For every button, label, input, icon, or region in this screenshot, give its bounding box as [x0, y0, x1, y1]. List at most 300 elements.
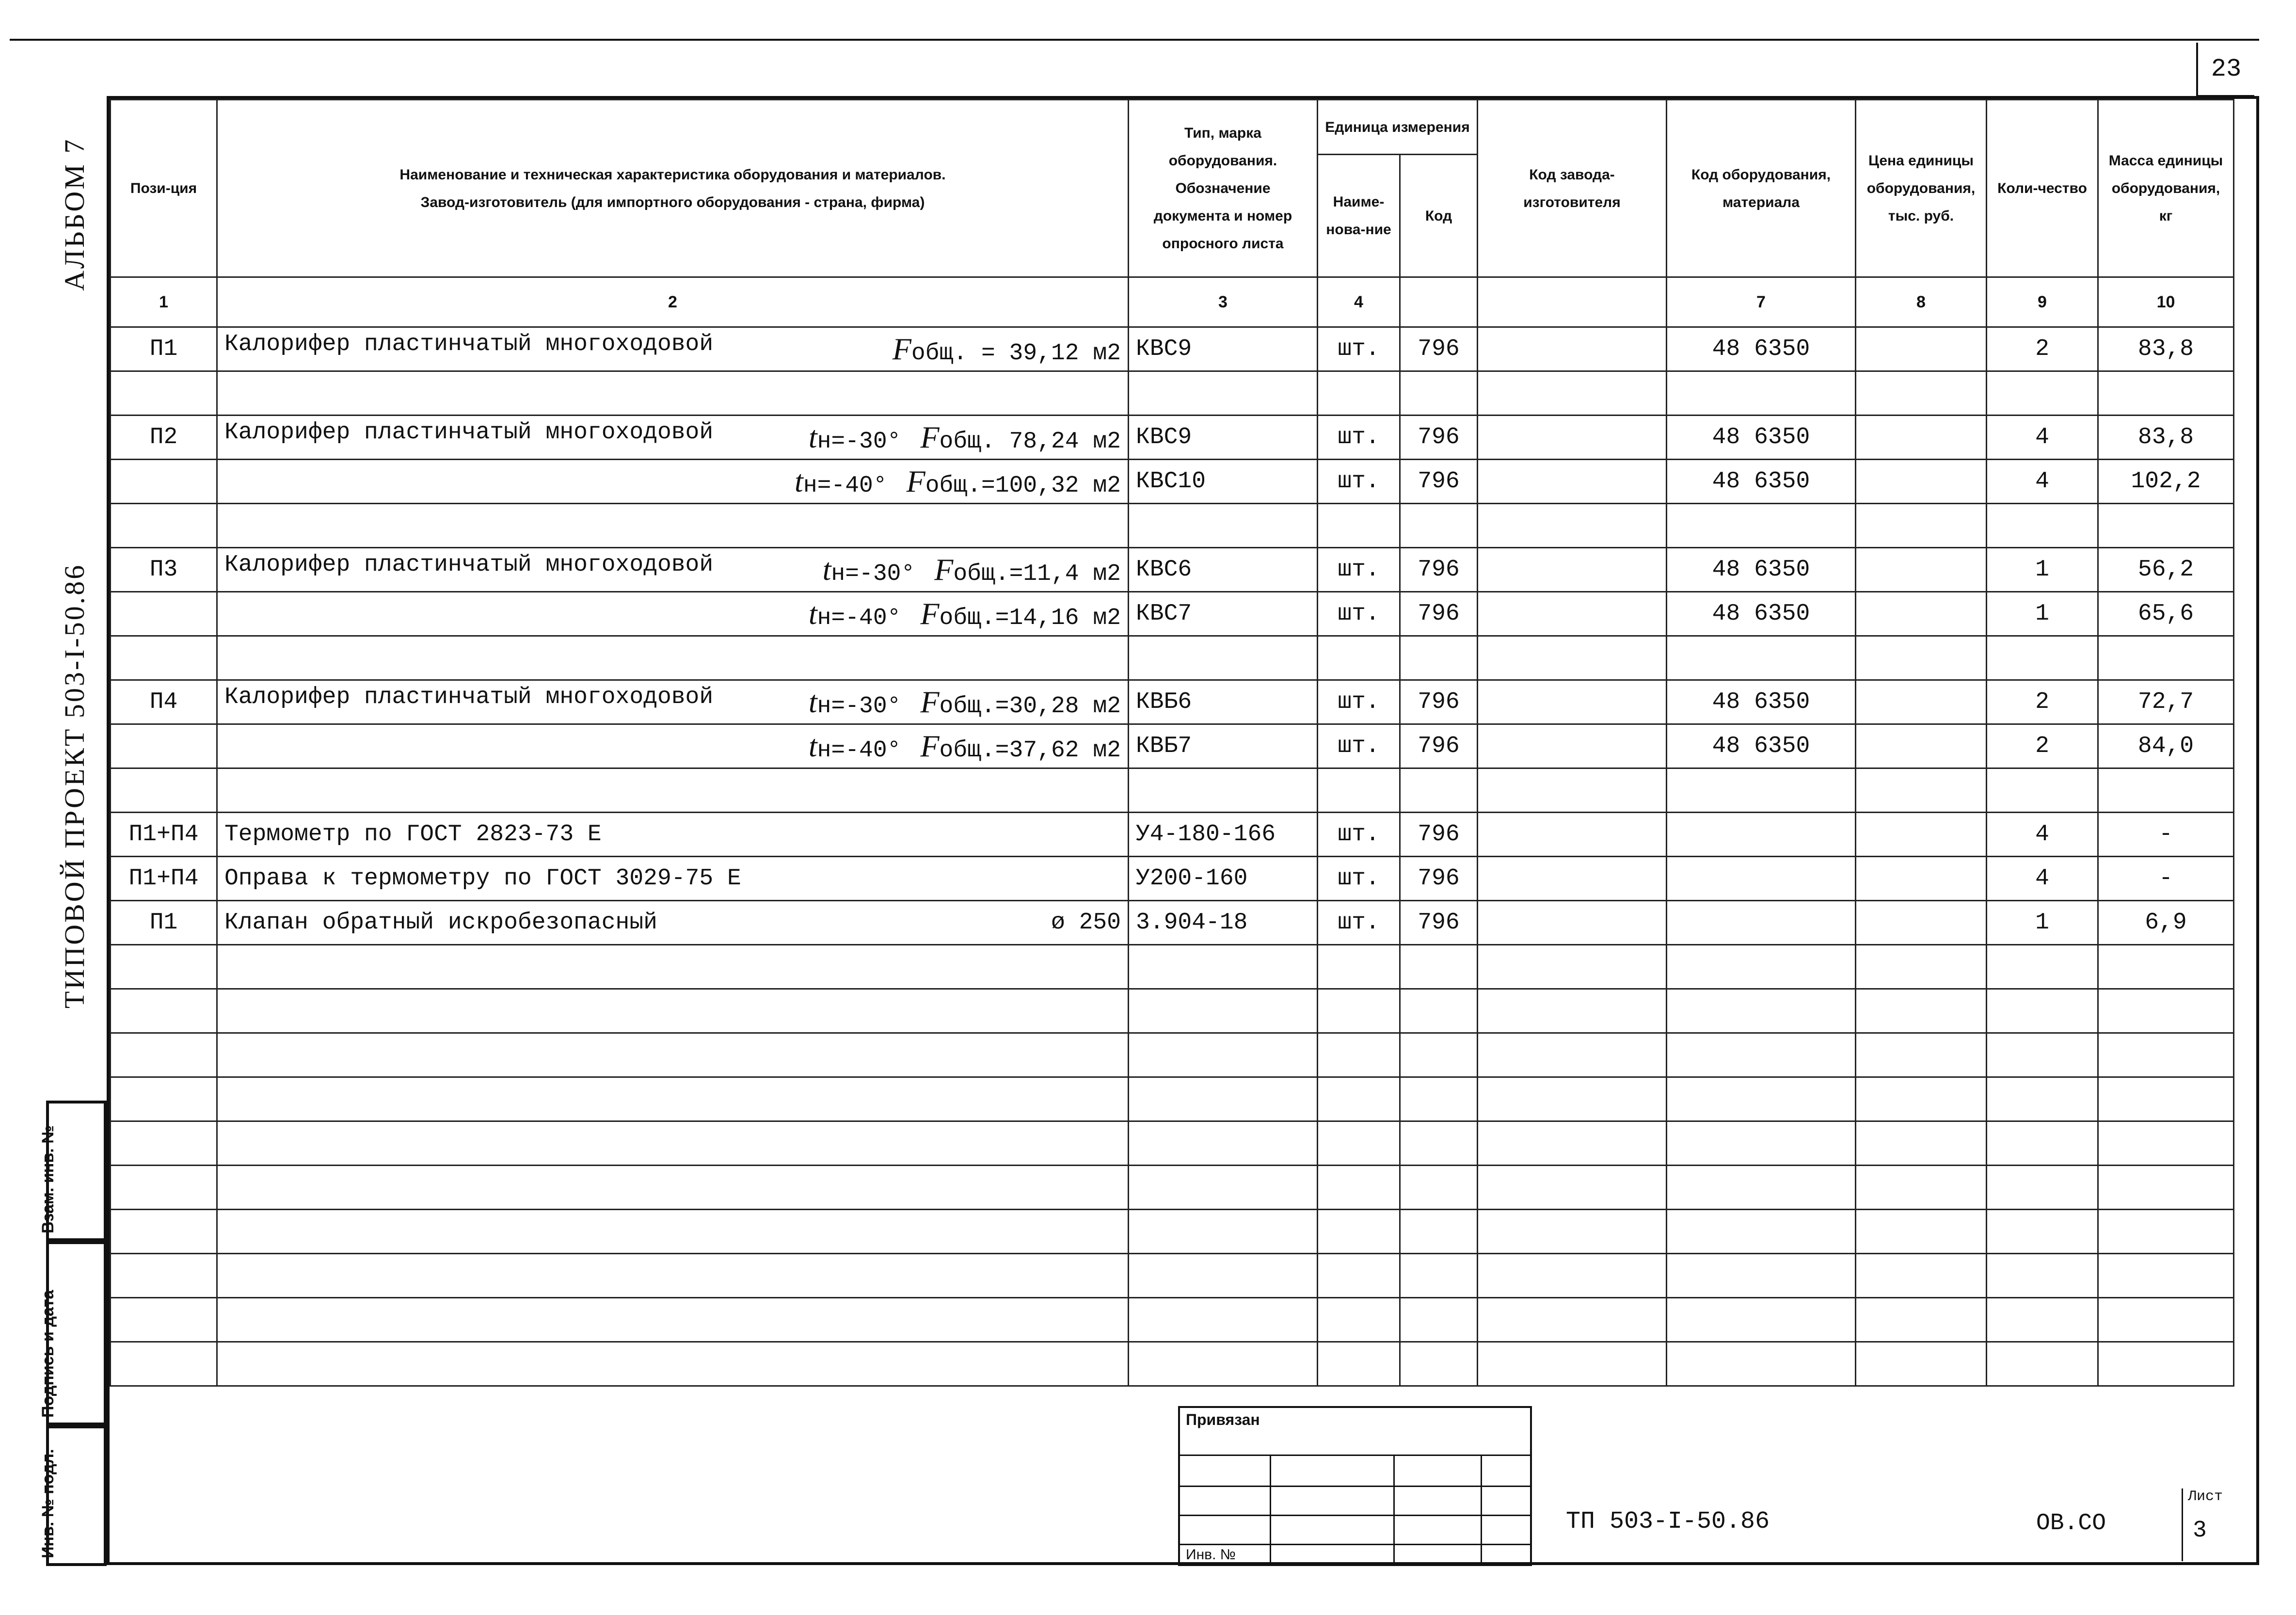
name-cell [217, 548, 1129, 592]
quantity-cell [1987, 504, 2098, 548]
item-parameters [1051, 910, 1121, 936]
empty-cell [1856, 1121, 1987, 1166]
mass-cell [2098, 371, 2234, 416]
empty-cell [1987, 1254, 2098, 1298]
outdoor-temperature: н=-40° [817, 737, 901, 764]
specification-table [110, 99, 2234, 1387]
table-row [111, 636, 2234, 680]
position-cell: П4 [111, 680, 217, 724]
empty-cell [1478, 1077, 1667, 1121]
price-cell [1856, 680, 1987, 724]
unit-name-cell: шт. [1318, 416, 1400, 460]
type-cell [1129, 504, 1318, 548]
inventory-label: Инв. № [1186, 1547, 1236, 1563]
plant-code-cell [1478, 548, 1667, 592]
empty-cell [217, 1254, 1129, 1298]
item-name: Клапан обратный искробезопасный [224, 910, 657, 936]
empty-cell [1400, 1254, 1478, 1298]
empty-cell [1667, 1033, 1856, 1077]
empty-cell [1129, 945, 1318, 989]
empty-cell [2098, 1033, 2234, 1077]
heating-area: ø 250 [1051, 910, 1121, 936]
name-cell [217, 857, 1129, 901]
temperature-symbol: t [795, 464, 803, 498]
quantity-cell: 1 [1987, 592, 2098, 636]
col-header-plant-code: Код завода-изготовителя [1478, 100, 1667, 277]
quantity-cell: 2 [1987, 680, 2098, 724]
empty-cell [1987, 1166, 2098, 1210]
mass-cell: - [2098, 813, 2234, 857]
empty-cell [1987, 1033, 2098, 1077]
plant-code-cell [1478, 768, 1667, 813]
equipment-code-cell [1667, 813, 1856, 857]
empty-cell [1987, 1077, 2098, 1121]
temperature-symbol: t [822, 552, 831, 587]
item-parameters [809, 728, 1121, 764]
table-row [111, 901, 2234, 945]
page-number: 23 [2196, 43, 2254, 97]
col-header-unit-code: Код [1400, 155, 1478, 277]
empty-cell [1667, 989, 1856, 1033]
empty-cell [1318, 945, 1400, 989]
empty-cell [217, 1121, 1129, 1166]
unit-name-cell: шт. [1318, 901, 1400, 945]
empty-cell [2098, 1298, 2234, 1342]
empty-cell [1667, 1121, 1856, 1166]
empty-cell [1478, 1210, 1667, 1254]
table-row [111, 680, 2234, 724]
empty-cell [111, 1298, 217, 1342]
empty-cell [1129, 1298, 1318, 1342]
unit-name-cell: шт. [1318, 724, 1400, 768]
plant-code-cell [1478, 504, 1667, 548]
empty-cell [1478, 989, 1667, 1033]
empty-cell [1400, 1033, 1478, 1077]
price-cell [1856, 371, 1987, 416]
type-cell: У4-180-166 [1129, 813, 1318, 857]
empty-cell [217, 1166, 1129, 1210]
outdoor-temperature: н=-30° [817, 693, 901, 720]
mass-cell: 102,2 [2098, 460, 2234, 504]
item-name: Оправа к термометру по ГОСТ 3029-75 Е [224, 865, 741, 892]
unit-code-cell: 796 [1400, 416, 1478, 460]
area-symbol: F [920, 729, 940, 763]
type-cell: КВС6 [1129, 548, 1318, 592]
equipment-code-cell: 48 6350 [1667, 680, 1856, 724]
position-cell [111, 504, 217, 548]
unit-code-cell [1400, 636, 1478, 680]
empty-cell [111, 1342, 217, 1386]
empty-cell [111, 989, 217, 1033]
unit-name-cell [1318, 371, 1400, 416]
empty-row [111, 989, 2234, 1033]
unit-name-cell: шт. [1318, 460, 1400, 504]
empty-cell [2098, 945, 2234, 989]
empty-cell [111, 1121, 217, 1166]
type-cell [1129, 636, 1318, 680]
unit-code-cell [1400, 504, 1478, 548]
plant-code-cell [1478, 592, 1667, 636]
empty-cell [1856, 1342, 1987, 1386]
empty-cell [217, 1342, 1129, 1386]
unit-name-cell: шт. [1318, 857, 1400, 901]
quantity-cell: 4 [1987, 813, 2098, 857]
empty-row [111, 1166, 2234, 1210]
unit-name-cell [1318, 768, 1400, 813]
empty-cell [217, 1077, 1129, 1121]
empty-cell [1318, 1342, 1400, 1386]
document-code: ТП 503-I-50.86 [1566, 1508, 1770, 1535]
empty-cell [217, 989, 1129, 1033]
sheet-number: 3 [2193, 1518, 2207, 1544]
position-cell: П3 [111, 548, 217, 592]
empty-cell [1987, 989, 2098, 1033]
empty-row [111, 1077, 2234, 1121]
unit-code-cell: 796 [1400, 460, 1478, 504]
empty-cell [1400, 1210, 1478, 1254]
stamp-label: Подпись и дата [39, 1290, 57, 1418]
col-header-price: Цена единицы оборудования, тыс. руб. [1856, 100, 1987, 277]
empty-row [111, 1210, 2234, 1254]
plant-code-cell [1478, 680, 1667, 724]
area-symbol: F [892, 332, 911, 366]
album-label: АЛЬБОМ 7 [59, 137, 90, 291]
empty-cell [1400, 1166, 1478, 1210]
empty-cell [111, 945, 217, 989]
empty-cell [1129, 1077, 1318, 1121]
empty-row [111, 1298, 2234, 1342]
bound-label: Привязан [1186, 1411, 1260, 1428]
table-row [111, 548, 2234, 592]
column-number-row [111, 277, 2234, 327]
name-cell [217, 636, 1129, 680]
position-cell: П1+П4 [111, 857, 217, 901]
quantity-cell: 1 [1987, 901, 2098, 945]
empty-cell [1129, 1210, 1318, 1254]
empty-cell [1856, 945, 1987, 989]
document-type: ОВ.СО [2036, 1510, 2106, 1536]
header-row [111, 100, 2234, 155]
empty-cell [1478, 1033, 1667, 1077]
table-row [111, 768, 2234, 813]
stamp-original-inv [39, 1425, 107, 1566]
item-name: Калорифер пластинчатый многоходовой [224, 684, 714, 710]
name-cell [217, 327, 1129, 371]
heating-area: общ. = 39,12 м2 [911, 340, 1121, 367]
empty-cell [217, 945, 1129, 989]
plant-code-cell [1478, 901, 1667, 945]
col-header-name [217, 100, 1129, 277]
empty-cell [1129, 1254, 1318, 1298]
empty-cell [1856, 1077, 1987, 1121]
name-cell [217, 460, 1129, 504]
item-parameters [809, 419, 1121, 455]
area-symbol: F [920, 596, 940, 631]
table-row [111, 857, 2234, 901]
empty-cell [1667, 1077, 1856, 1121]
area-symbol: F [920, 420, 940, 454]
name-cell [217, 504, 1129, 548]
empty-cell [1400, 1121, 1478, 1166]
empty-cell [1856, 989, 1987, 1033]
name-cell [217, 813, 1129, 857]
empty-cell [1400, 1342, 1478, 1386]
empty-cell [1478, 1254, 1667, 1298]
project-label: ТИПОВОЙ ПРОЕКТ 503-I-50.86 [59, 563, 90, 1008]
name-cell [217, 416, 1129, 460]
name-cell [217, 768, 1129, 813]
heating-area: общ.=37,62 м2 [939, 737, 1121, 764]
empty-cell [1856, 1166, 1987, 1210]
equipment-code-cell: 48 6350 [1667, 327, 1856, 371]
empty-cell [2098, 989, 2234, 1033]
empty-cell [1318, 1254, 1400, 1298]
unit-code-cell: 796 [1400, 327, 1478, 371]
stamp-label: Взам. инв. № [39, 1125, 57, 1233]
type-cell [1129, 768, 1318, 813]
mass-cell [2098, 636, 2234, 680]
empty-cell [1318, 989, 1400, 1033]
empty-cell [111, 1166, 217, 1210]
table-row [111, 504, 2234, 548]
name-cell [217, 371, 1129, 416]
empty-cell [1129, 1166, 1318, 1210]
table-row [111, 416, 2234, 460]
heating-area: общ.=11,4 м2 [953, 561, 1121, 587]
mass-cell [2098, 504, 2234, 548]
temperature-symbol: t [808, 596, 817, 631]
quantity-cell: 4 [1987, 416, 2098, 460]
empty-cell [1318, 1033, 1400, 1077]
empty-cell [217, 1033, 1129, 1077]
table-row [111, 371, 2234, 416]
plant-code-cell [1478, 371, 1667, 416]
empty-cell [1478, 1342, 1667, 1386]
col-header-quantity: Коли-чество [1987, 100, 2098, 277]
col-header-mass: Масса единицы оборудования, кг [2098, 100, 2234, 277]
empty-cell [1400, 989, 1478, 1033]
outdoor-temperature: н=-40° [817, 605, 901, 631]
unit-code-cell: 796 [1400, 901, 1478, 945]
table-row [111, 813, 2234, 857]
empty-cell [1318, 1121, 1400, 1166]
empty-cell [2098, 1254, 2234, 1298]
mass-cell: 6,9 [2098, 901, 2234, 945]
price-cell [1856, 592, 1987, 636]
unit-name-cell: шт. [1318, 813, 1400, 857]
empty-cell [111, 1033, 217, 1077]
unit-code-cell: 796 [1400, 724, 1478, 768]
sheet-label: Лист [2188, 1488, 2223, 1505]
empty-cell [1856, 1298, 1987, 1342]
empty-cell [2098, 1210, 2234, 1254]
plant-code-cell [1478, 416, 1667, 460]
unit-name-cell [1318, 636, 1400, 680]
mass-cell: 56,2 [2098, 548, 2234, 592]
heating-area: общ.=14,16 м2 [939, 605, 1121, 631]
equipment-code-cell: 48 6350 [1667, 548, 1856, 592]
table-row [111, 327, 2234, 371]
quantity-cell: 2 [1987, 327, 2098, 371]
col-number: 7 [1667, 277, 1856, 327]
plant-code-cell [1478, 636, 1667, 680]
unit-code-cell [1400, 371, 1478, 416]
empty-cell [1667, 1298, 1856, 1342]
quantity-cell [1987, 768, 2098, 813]
item-name: Термометр по ГОСТ 2823-73 Е [224, 821, 602, 847]
col-header-type: Тип, марка оборудования. Обозначение документа и номер опросного листа [1129, 100, 1318, 277]
empty-cell [1478, 945, 1667, 989]
empty-cell [1318, 1298, 1400, 1342]
empty-cell [1318, 1077, 1400, 1121]
empty-cell [1667, 1254, 1856, 1298]
heating-area: общ. 78,24 м2 [939, 429, 1121, 455]
empty-cell [1478, 1298, 1667, 1342]
mass-cell: - [2098, 857, 2234, 901]
plant-code-cell [1478, 813, 1667, 857]
table-row [111, 592, 2234, 636]
item-parameters [795, 464, 1121, 499]
empty-cell [2098, 1166, 2234, 1210]
price-cell [1856, 548, 1987, 592]
position-cell [111, 371, 217, 416]
unit-name-cell [1318, 504, 1400, 548]
quantity-cell: 1 [1987, 548, 2098, 592]
position-cell [111, 724, 217, 768]
empty-cell [1856, 1033, 1987, 1077]
col-number: 4 [1318, 277, 1400, 327]
top-border-line [10, 39, 2259, 41]
type-cell: КВС9 [1129, 327, 1318, 371]
empty-cell [1318, 1210, 1400, 1254]
stamp-replacement-inv [39, 1101, 107, 1241]
price-cell [1856, 857, 1987, 901]
item-name: Калорифер пластинчатый многоходовой [224, 552, 714, 578]
empty-cell [111, 1210, 217, 1254]
heating-area: общ.=30,28 м2 [939, 693, 1121, 720]
plant-code-cell [1478, 327, 1667, 371]
empty-cell [1987, 1210, 2098, 1254]
heating-area: общ.=100,32 м2 [925, 473, 1121, 499]
outdoor-temperature: н=-40° [803, 473, 887, 499]
empty-cell [111, 1254, 217, 1298]
col-header-unit-name: Наиме-нова-ние [1318, 155, 1400, 277]
empty-cell [1856, 1210, 1987, 1254]
area-symbol: F [906, 464, 925, 498]
col-header-equipment-code: Код оборудования, материала [1667, 100, 1856, 277]
sheet-box [2182, 1488, 2240, 1561]
price-cell [1856, 460, 1987, 504]
name-cell [217, 680, 1129, 724]
quantity-cell [1987, 636, 2098, 680]
item-parameters [823, 552, 1121, 588]
quantity-cell: 2 [1987, 724, 2098, 768]
position-cell: П1 [111, 327, 217, 371]
name-cell [217, 901, 1129, 945]
binding-stamp [1178, 1406, 1532, 1566]
quantity-cell: 4 [1987, 857, 2098, 901]
plant-code-cell [1478, 724, 1667, 768]
empty-cell [1129, 1033, 1318, 1077]
item-name: Калорифер пластинчатый многоходовой [224, 331, 714, 357]
col-number [1400, 277, 1478, 327]
table-row [111, 724, 2234, 768]
name-header-line2: Завод-изготовитель (для импортного оборудования - страна, фирма) [420, 194, 925, 210]
mass-cell: 83,8 [2098, 416, 2234, 460]
empty-cell [1667, 1210, 1856, 1254]
col-number [1478, 277, 1667, 327]
unit-name-cell: шт. [1318, 548, 1400, 592]
empty-row [111, 945, 2234, 989]
unit-name-cell: шт. [1318, 592, 1400, 636]
quantity-cell: 4 [1987, 460, 2098, 504]
position-cell: П1+П4 [111, 813, 217, 857]
mass-cell: 72,7 [2098, 680, 2234, 724]
unit-code-cell [1400, 768, 1478, 813]
price-cell [1856, 416, 1987, 460]
col-number: 3 [1129, 277, 1318, 327]
type-cell: КВС10 [1129, 460, 1318, 504]
name-header-line1: Наименование и техническая характеристика оборудования и материалов. [399, 166, 946, 183]
outdoor-temperature: н=-30° [831, 561, 915, 587]
empty-cell [1400, 945, 1478, 989]
mass-cell: 83,8 [2098, 327, 2234, 371]
empty-cell [1856, 1254, 1987, 1298]
type-cell: КВБ6 [1129, 680, 1318, 724]
type-cell: 3.904-18 [1129, 901, 1318, 945]
equipment-code-cell [1667, 504, 1856, 548]
equipment-code-cell: 48 6350 [1667, 592, 1856, 636]
empty-cell [1987, 945, 2098, 989]
equipment-code-cell [1667, 371, 1856, 416]
col-number: 2 [217, 277, 1129, 327]
mass-cell: 65,6 [2098, 592, 2234, 636]
price-cell [1856, 724, 1987, 768]
type-cell: КВС7 [1129, 592, 1318, 636]
equipment-code-cell: 48 6350 [1667, 460, 1856, 504]
equipment-code-cell [1667, 857, 1856, 901]
empty-cell [1667, 945, 1856, 989]
unit-code-cell: 796 [1400, 813, 1478, 857]
price-cell [1856, 327, 1987, 371]
position-cell: П2 [111, 416, 217, 460]
type-cell: У200-160 [1129, 857, 1318, 901]
empty-cell [1400, 1077, 1478, 1121]
unit-name-cell: шт. [1318, 327, 1400, 371]
empty-cell [1987, 1342, 2098, 1386]
price-cell [1856, 636, 1987, 680]
empty-cell [2098, 1121, 2234, 1166]
plant-code-cell [1478, 460, 1667, 504]
empty-cell [1667, 1342, 1856, 1386]
empty-cell [1129, 989, 1318, 1033]
equipment-code-cell: 48 6350 [1667, 724, 1856, 768]
type-cell [1129, 371, 1318, 416]
item-parameters [809, 596, 1121, 632]
type-cell: КВБ7 [1129, 724, 1318, 768]
empty-row [111, 1033, 2234, 1077]
mass-cell [2098, 768, 2234, 813]
equipment-code-cell [1667, 901, 1856, 945]
col-header-position: Пози-ция [111, 100, 217, 277]
position-cell [111, 636, 217, 680]
item-parameters [809, 684, 1121, 720]
equipment-code-cell: 48 6350 [1667, 416, 1856, 460]
empty-cell [1987, 1298, 2098, 1342]
plant-code-cell [1478, 857, 1667, 901]
unit-code-cell: 796 [1400, 680, 1478, 724]
empty-cell [217, 1298, 1129, 1342]
